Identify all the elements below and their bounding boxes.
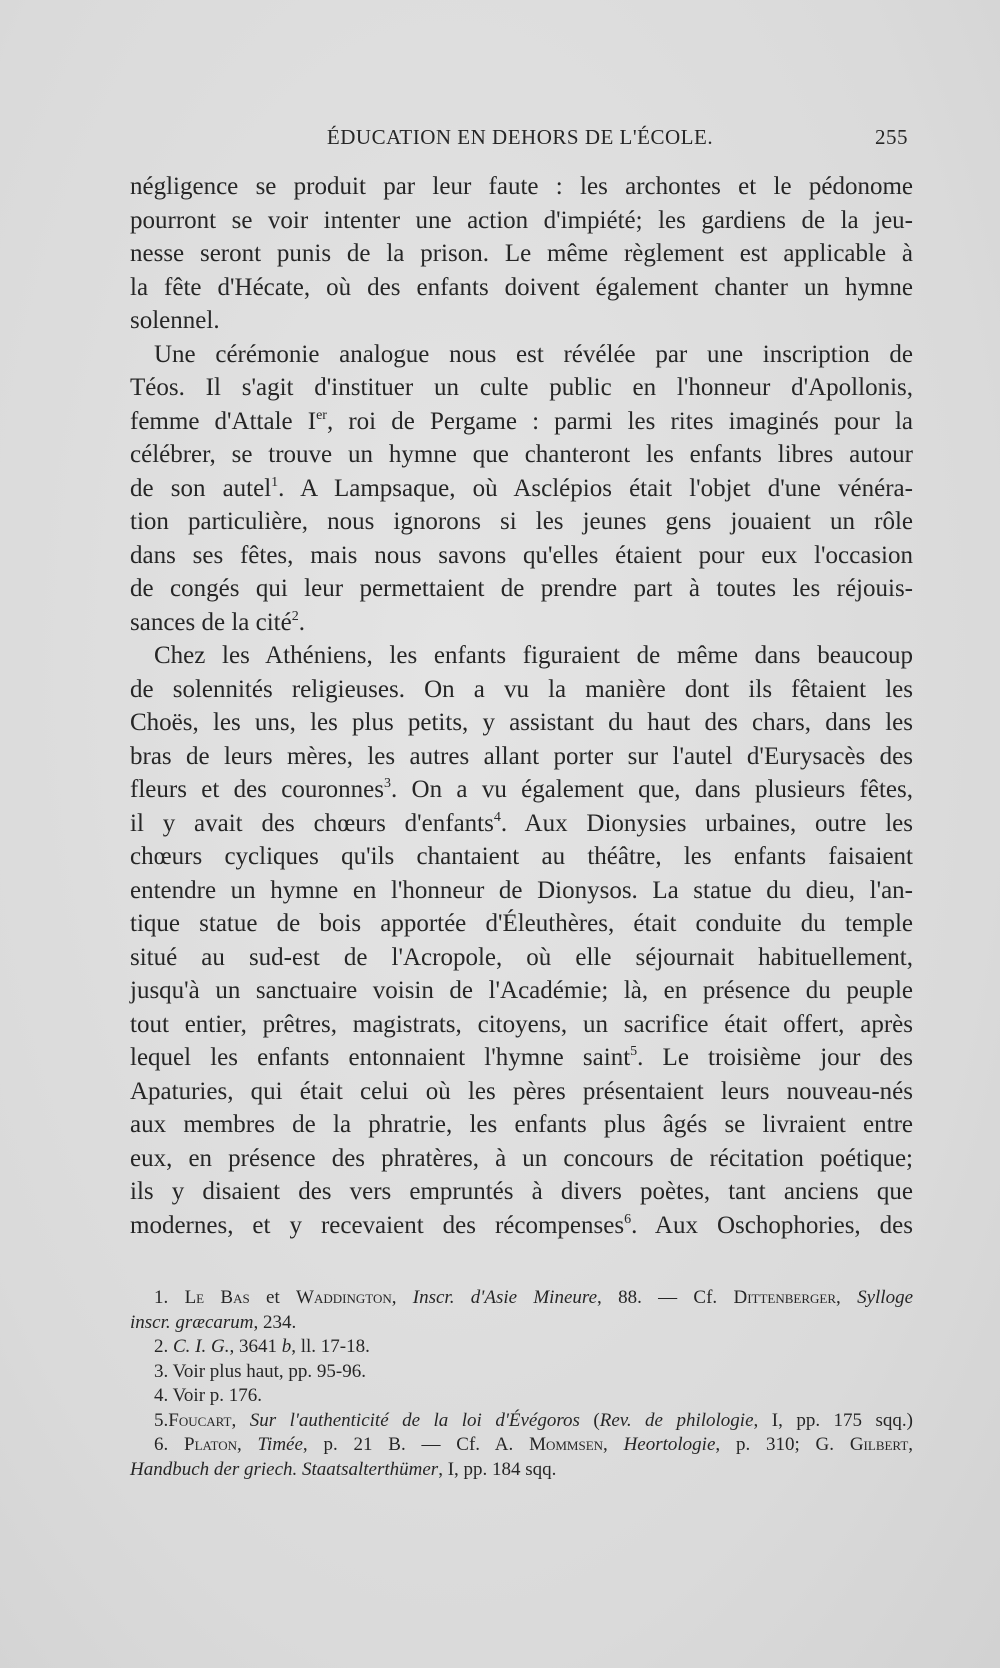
text-run: il y avait des chœurs d'enfants [130, 809, 494, 837]
footnote-1 [130, 1286, 913, 1311]
page-header [132, 125, 908, 153]
footnote-number: 5. [154, 1409, 169, 1431]
footnote-1-continued [130, 1311, 913, 1336]
text-line: jusqu'à un sanctuaire voisin de l'Académie; là, en présence du peuple [130, 977, 913, 1004]
text-line: Chez les Athéniens, les enfants figuraient de même dans beaucoup [154, 642, 913, 669]
text-line: de solennités religieuses. On a vu la manière dont ils fêtaient les [130, 675, 913, 703]
text-line [130, 1041, 913, 1075]
text-line [130, 807, 913, 841]
author-name: Foucart [168, 1409, 232, 1431]
text-run: , ll. 17-18. [291, 1336, 370, 1357]
text-run: femme d'Attale I [130, 407, 317, 435]
text-line: de congés qui leur permettaient de prendre part à toutes les réjouis- [130, 575, 913, 602]
text-run: ( [579, 1409, 600, 1431]
text-run: , [908, 1434, 914, 1455]
work-title: inscr. græcarum [130, 1311, 254, 1333]
text-line: eux, en présence des phratères, à un concours de récitation poétique; [130, 1144, 913, 1172]
author-name: Dittenberger [733, 1287, 837, 1308]
text-line: Choës, les uns, les plus petits, y assistant du haut des chars, dans les [130, 709, 913, 736]
text-line: solennel. [130, 307, 220, 334]
text-run: , 88. — Cf. [597, 1287, 734, 1308]
text-run: , p. 310; G. [715, 1434, 850, 1455]
text-line [130, 1209, 913, 1243]
text-run: sances de la cité [130, 608, 292, 636]
footnote-ref-6[interactable]: 6 [624, 1211, 632, 1227]
author-name: Le Bas [184, 1287, 250, 1308]
work-title: Heortologie [623, 1434, 716, 1455]
text-run: , [603, 1434, 624, 1455]
text-line: négligence se produit par leur faute : les archontes et le pédonome [130, 173, 913, 200]
text-run: . A Lampsaque, où Asclépios était l'objet d'une vénéra- [278, 474, 913, 502]
footnote-number: 1. [154, 1287, 169, 1308]
text-line: la fête d'Hécate, où des enfants doivent également chanter un hymne [130, 273, 913, 301]
author-name: Gilbert [849, 1434, 909, 1455]
text-line: tout entier, prêtres, magistrats, citoyens, un sacrifice était offert, après [130, 1010, 913, 1038]
text-line: Téos. Il s'agit d'instituer un culte public en l'honneur d'Apollonis, [130, 374, 913, 401]
text-run: , I, pp. 175 sqq.) [753, 1409, 914, 1431]
text-run: , 3641 [229, 1336, 282, 1357]
main-text [130, 170, 913, 1242]
footnote-5 [130, 1409, 913, 1434]
text-run: , [231, 1409, 250, 1431]
text-line [130, 606, 913, 640]
footnote-number: 2. [154, 1336, 169, 1357]
footnote-2 [130, 1335, 913, 1360]
footnote-6-continued [130, 1458, 913, 1483]
text-run: . On a vu également que, dans plusieurs fêtes, [390, 776, 913, 803]
text-run: . Aux Dionysies urbaines, outre les [500, 809, 913, 837]
text-run: . [298, 608, 305, 636]
text-line: ils y disaient des vers empruntés à divers poètes, tant anciens que [130, 1178, 913, 1205]
text-run: . Le troisième jour des [637, 1044, 913, 1071]
text-line: tique statue de bois apportée d'Éleuthères, était conduite du temple [130, 910, 913, 937]
text-line: Apaturies, qui était celui où les pères présentaient leurs nouveau-nés [130, 1077, 913, 1105]
footnote-4: 4. Voir p. 176. [154, 1385, 263, 1406]
text-line: Une cérémonie analogue nous est révélée par une inscription de [154, 340, 913, 368]
text-line: bras de leurs mères, les autres allant porter sur l'autel d'Eurysacès des [130, 742, 913, 770]
text-run: modernes, et y recevaient des récompenses [130, 1211, 625, 1239]
text-line: chœurs cycliques qu'ils chantaient au théâtre, les enfants faisaient [130, 843, 913, 870]
footnote-ref-4[interactable]: 4 [493, 809, 501, 825]
text-line: pourront se voir intenter une action d'impiété; les gardiens de la jeu- [130, 206, 913, 234]
work-title: Sur l'authenticité de la loi d'Évégoros [249, 1409, 580, 1431]
work-title: Rev. de philologie [599, 1409, 754, 1431]
text-run: . Aux Oschophories, des [631, 1211, 913, 1239]
work-title: Handbuch der griech. Staatsalterthümer [130, 1458, 439, 1480]
text-run: , [236, 1434, 258, 1455]
text-line: aux membres de la phratrie, les enfants plus âgés se livraient entre [130, 1111, 913, 1138]
footnote-ref-2[interactable]: 2 [291, 608, 299, 624]
text-run: de son autel [130, 474, 272, 502]
text-run: , p. 21 B. — Cf. A. [302, 1434, 530, 1455]
author-name: Mommsen [529, 1434, 604, 1455]
text-line: situé au sud-est de l'Acropole, où elle séjournait habituellement, [130, 943, 913, 971]
text-run: , [836, 1287, 858, 1308]
text-run: , I, pp. 184 sqq. [438, 1458, 557, 1480]
work-title: Inscr. d'Asie Mineure [412, 1287, 598, 1308]
work-title: C. I. G. [173, 1336, 230, 1357]
text-line [130, 773, 913, 807]
footnote-ref-1[interactable]: 1 [271, 474, 279, 490]
text-line: nesse seront punis de la prison. Le même règlement est applicable à [130, 240, 913, 267]
text-line: célébrer, se trouve un hymne que chanteront les enfants libres autour [130, 441, 913, 468]
running-title: ÉDUCATION EN DEHORS DE L'ÉCOLE. [326, 125, 714, 149]
text-run: , 234. [253, 1311, 297, 1333]
footnotes [130, 1286, 913, 1482]
text-run: , [391, 1287, 413, 1308]
footnote-ref-3[interactable]: 3 [383, 776, 391, 791]
work-title: Timée [257, 1434, 303, 1455]
text-run: , roi de Pergame : parmi les rites imaginés pour la [326, 407, 914, 435]
footnote-number: 6. [154, 1434, 169, 1455]
footnote-3: 3. Voir plus haut, pp. 95-96. [154, 1360, 366, 1382]
text-run: lequel les enfants entonnaient l'hymne saint [130, 1044, 631, 1071]
text-line: dans ses fêtes, mais nous savons qu'elles étaient pour eux l'occasion [130, 541, 913, 569]
author-name: Waddington [296, 1287, 392, 1308]
text-run: b [281, 1336, 292, 1357]
text-line [130, 405, 913, 439]
text-run: fleurs et des couronnes [130, 776, 384, 803]
text-line: tion particulière, nous ignorons si les jeunes gens jouaient un rôle [130, 508, 913, 535]
work-title: Sylloge [857, 1287, 914, 1308]
footnote-ref-5[interactable]: 5 [630, 1044, 638, 1059]
page-number: 255 [875, 125, 908, 149]
footnote-6 [130, 1433, 913, 1458]
superscript: er [316, 407, 327, 423]
text-line [130, 472, 913, 506]
author-name: Platon [184, 1434, 237, 1455]
text-run: et [249, 1287, 297, 1308]
text-line: entendre un hymne en l'honneur de Dionysos. La statue du dieu, l'an- [130, 876, 913, 904]
